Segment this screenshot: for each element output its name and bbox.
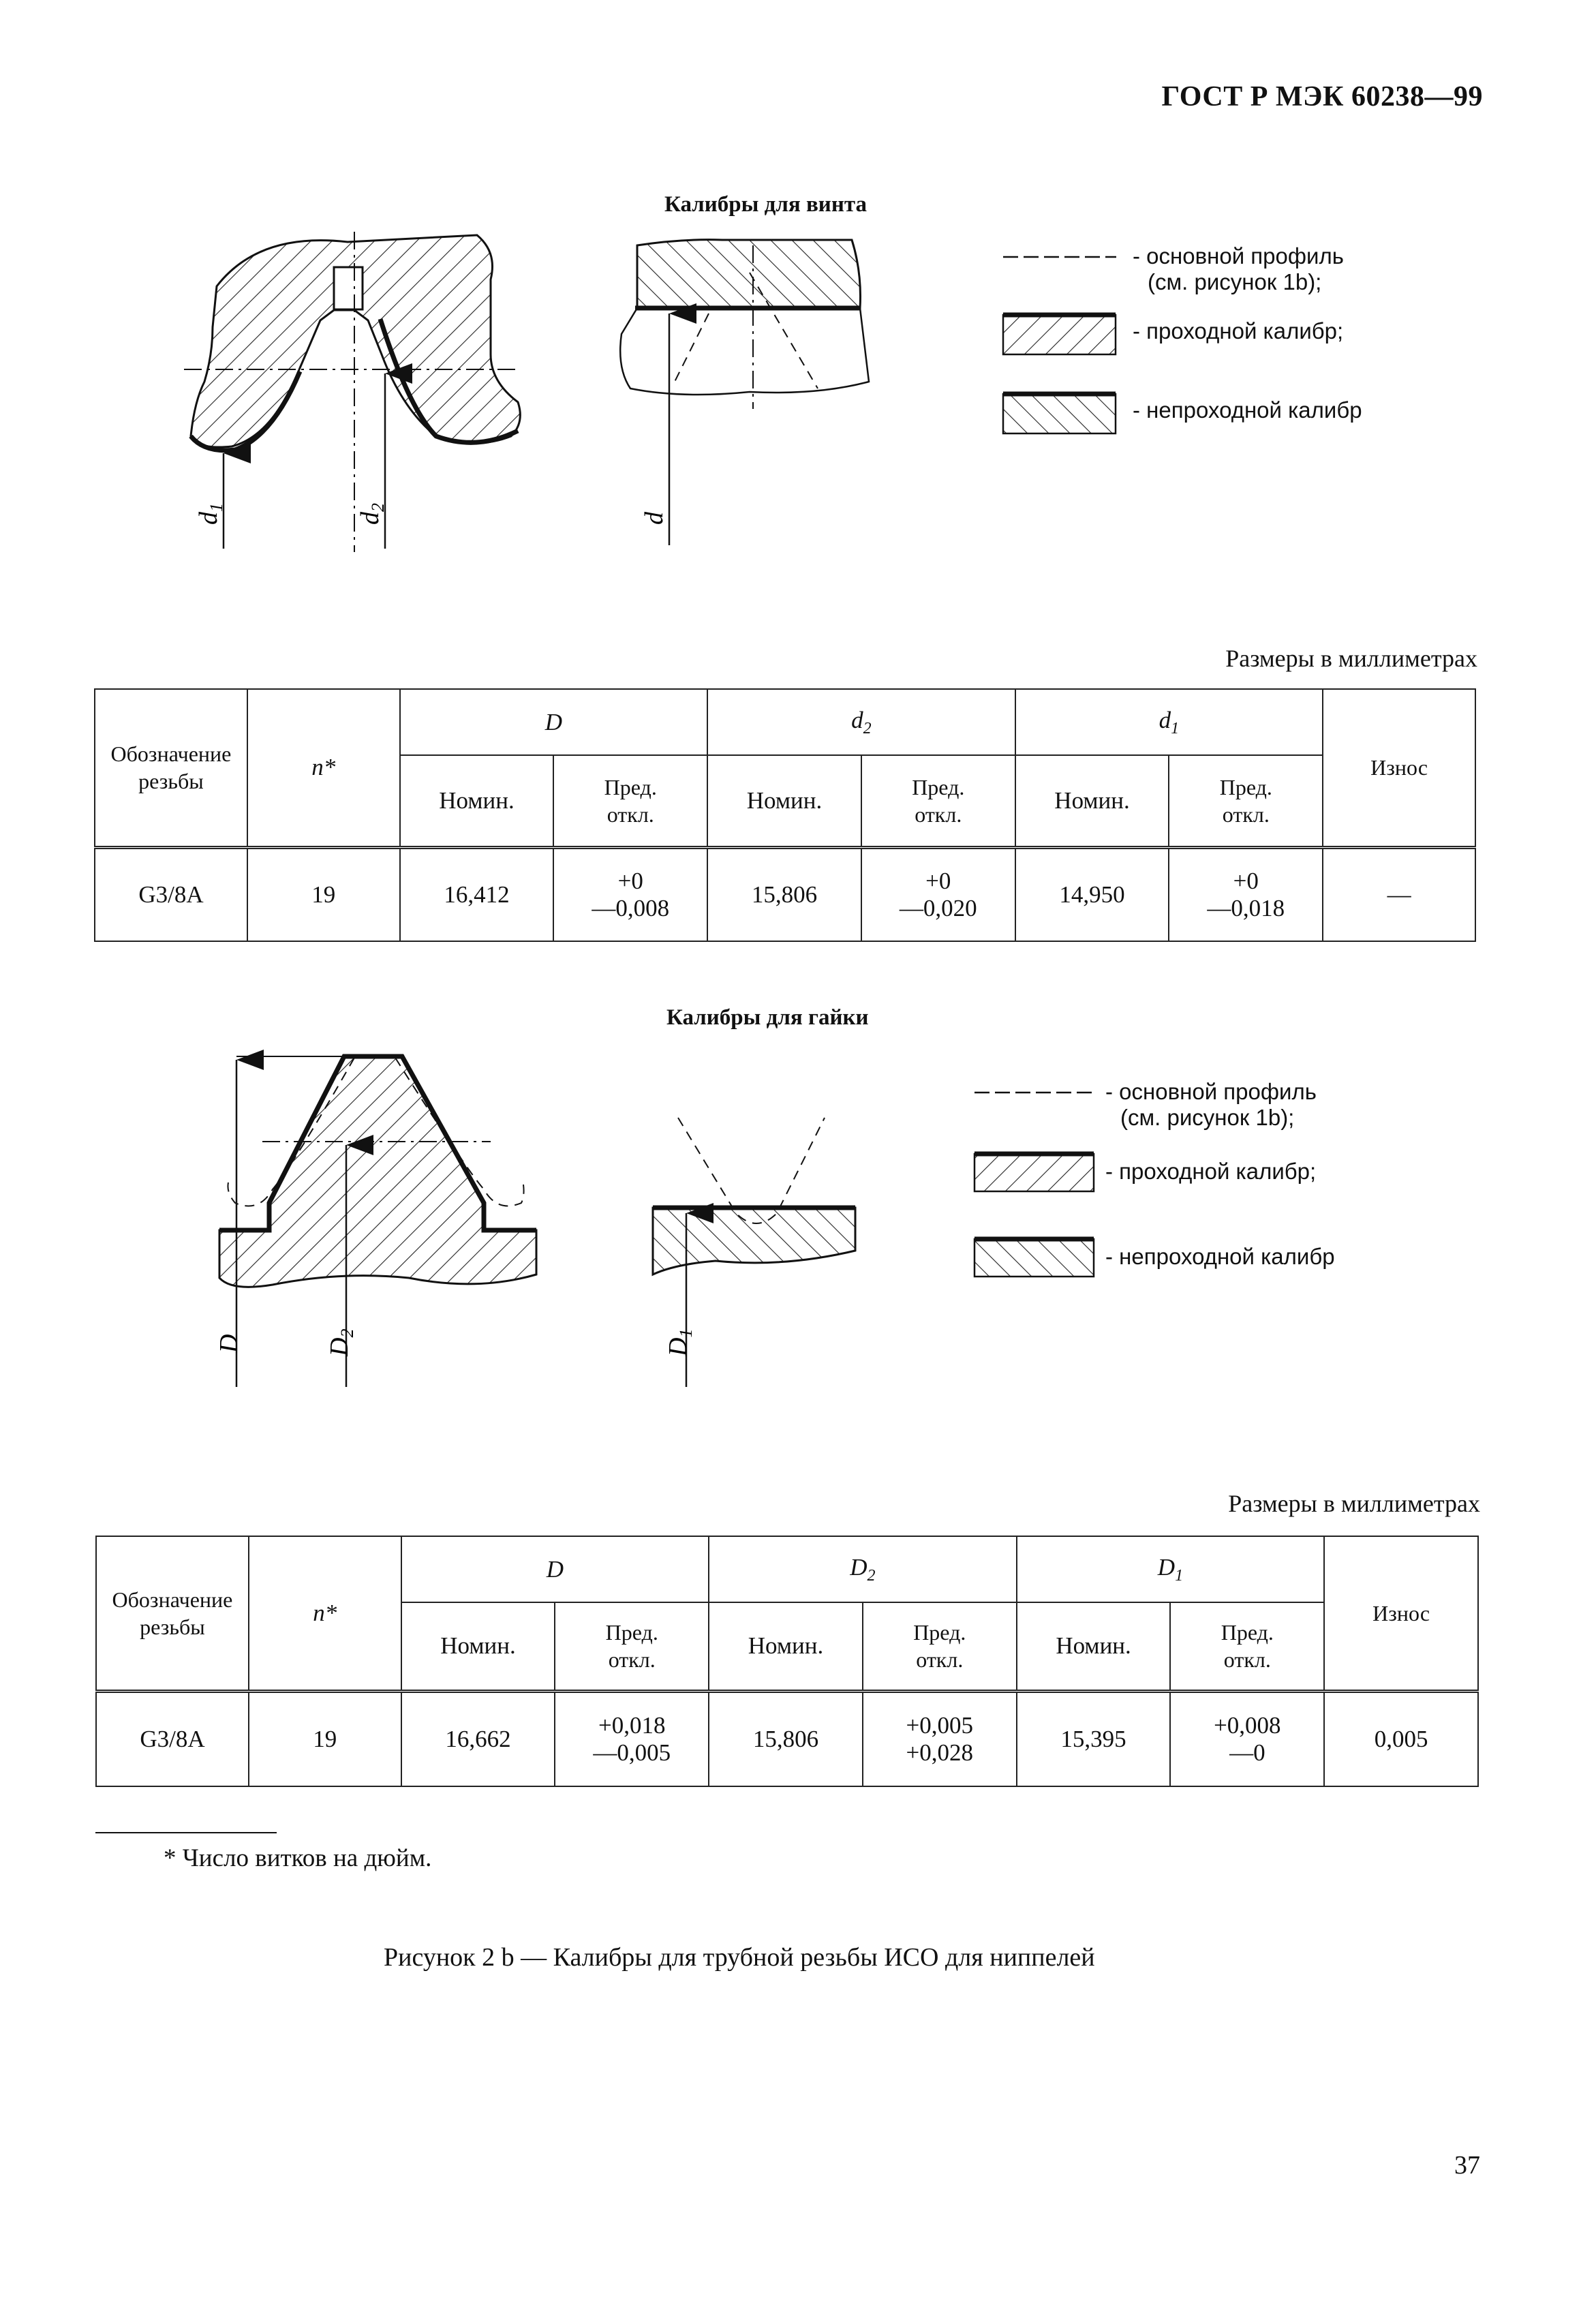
table2-units: Размеры в миллиметрах (1228, 1490, 1480, 1517)
table1-cell-d2-deviation: +0 —0,020 (861, 847, 1015, 941)
table2-header-D2: $D_2$ (709, 1536, 1017, 1602)
table1-header-d1: $d_1$ (1015, 689, 1323, 755)
screw-legend-nogo-gauge: - непроходной калибр (1133, 397, 1362, 423)
table1-cell-D-deviation: +0 —0,008 (553, 847, 707, 941)
table1-cell-n: 19 (247, 847, 400, 941)
table1-cell-designation: G3/8A (95, 847, 247, 941)
table1-cell-D-nominal: 16,412 (400, 847, 554, 941)
figure-caption: Рисунок 2 b — Калибры для трубной резьбы ИСО для ниппелей (384, 1943, 1095, 1972)
table2-header-deviation: Пред. откл. (863, 1602, 1017, 1691)
table2-cell-D2-nominal: 15,806 (709, 1691, 863, 1786)
table2-header-nominal: Номин. (401, 1602, 555, 1691)
table1-header-nominal: Номин. (1015, 755, 1169, 847)
table2-header-n: n* (249, 1536, 401, 1691)
table1-header-n: n* (247, 689, 400, 847)
table2-cell-D2-deviation: +0,005 +0,028 (863, 1691, 1017, 1786)
table2-cell-D-deviation: +0,018 —0,005 (555, 1691, 709, 1786)
table2-header-designation: Обозначение резьбы (96, 1536, 249, 1691)
table1-header-D: D (400, 689, 708, 755)
footnote-rule (95, 1832, 277, 1833)
footnote: * Число витков на дюйм. (164, 1844, 432, 1872)
table1-header-deviation: Пред. откл. (1169, 755, 1323, 847)
table2-header-D: D (401, 1536, 709, 1602)
screw-gauge-table (94, 688, 1476, 942)
nut-go-gauge-drawing (215, 1056, 536, 1387)
label-d2: $d_2$ (356, 503, 388, 525)
table1-header-nominal: Номин. (400, 755, 554, 847)
table1-header-d2: $d_2$ (707, 689, 1015, 755)
label-d1: $d_1$ (194, 503, 226, 525)
table1-header-deviation: Пред. откл. (553, 755, 707, 847)
label-D1: $D_1$ (664, 1328, 696, 1356)
table2-header-deviation: Пред. откл. (1170, 1602, 1324, 1691)
table2-cell-wear: 0,005 (1324, 1691, 1478, 1786)
table2-header-wear: Износ (1324, 1536, 1478, 1691)
table2-header-nominal: Номин. (1017, 1602, 1171, 1691)
table2-header-deviation: Пред. откл. (555, 1602, 709, 1691)
nut-legend-symbols (975, 1093, 1094, 1277)
nut-legend-basic-profile: - основной профиль (см. рисунок 1b); (1105, 1079, 1317, 1130)
label-D2: $D_2$ (325, 1328, 357, 1356)
table1-cell-d1-deviation: +0 —0,018 (1169, 847, 1323, 941)
table2-header-D1: $D_1$ (1017, 1536, 1325, 1602)
nut-gauge-drawings (0, 1009, 1596, 1418)
table-row (95, 847, 1475, 941)
table-row (96, 1691, 1478, 1786)
table2-cell-D-nominal: 16,662 (401, 1691, 555, 1786)
page-number: 37 (1454, 2151, 1480, 2180)
table2-header-nominal: Номин. (709, 1602, 863, 1691)
document-header: ГОСТ Р МЭК 60238—99 (1161, 81, 1483, 112)
table2-cell-designation: G3/8A (96, 1691, 249, 1786)
nut-nogo-gauge-drawing (653, 1118, 855, 1387)
table1-cell-d2-nominal: 15,806 (707, 847, 861, 941)
table1-cell-wear: — (1323, 847, 1475, 941)
screw-go-gauge-drawing (184, 232, 520, 552)
screw-legend-symbols (1003, 257, 1116, 433)
screw-nogo-gauge-drawing (620, 240, 869, 545)
table1-cell-d1-nominal: 14,950 (1015, 847, 1169, 941)
nut-gauges-title: Калибры для гайки (666, 1005, 869, 1030)
table1-header-wear: Износ (1323, 689, 1475, 847)
table1-header-designation: Обозначение резьбы (95, 689, 247, 847)
screw-legend-basic-profile: - основной профиль (см. рисунок 1b); (1133, 243, 1344, 294)
table1-header-deviation: Пред. откл. (861, 755, 1015, 847)
table2-cell-n: 19 (249, 1691, 401, 1786)
screw-gauge-drawings (0, 0, 1596, 682)
nut-legend-go-gauge: - проходной калибр; (1105, 1159, 1317, 1184)
label-d: d (640, 512, 669, 525)
table1-units: Размеры в миллиметрах (1225, 645, 1477, 672)
table2-cell-D1-deviation: +0,008 —0 (1170, 1691, 1324, 1786)
table1-header-nominal: Номин. (707, 755, 861, 847)
screw-gauges-title: Калибры для винта (664, 192, 867, 217)
label-D: D (215, 1334, 243, 1353)
screw-legend-go-gauge: - проходной калибр; (1133, 318, 1344, 344)
nut-legend-nogo-gauge: - непроходной калибр (1105, 1244, 1335, 1269)
table2-cell-D1-nominal: 15,395 (1017, 1691, 1171, 1786)
nut-gauge-table (95, 1536, 1479, 1787)
